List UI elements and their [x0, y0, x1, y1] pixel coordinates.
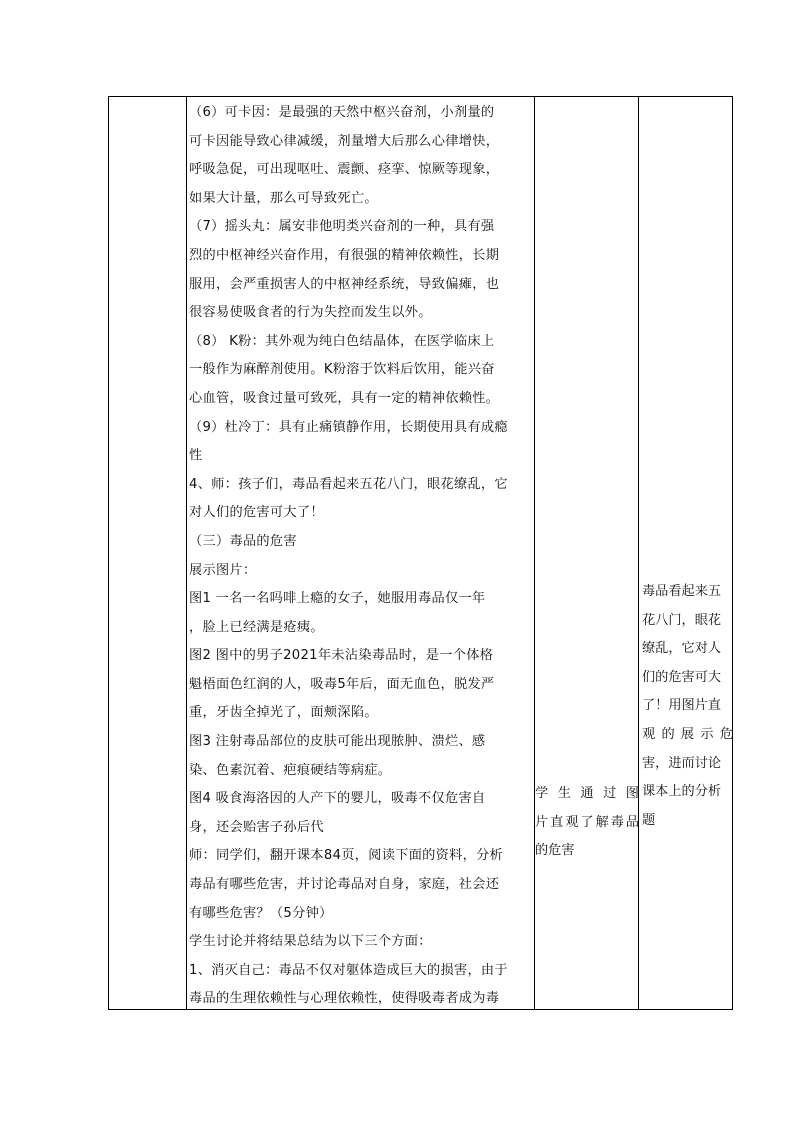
content-line: 服用，会严重损害人的中枢神经系统，导致偏瘫，也	[189, 276, 500, 292]
content-line: 毒品的生理依赖性与心理依赖性，使得吸毒者成为毒	[189, 991, 500, 1007]
content-line: （三）毒品的危害	[189, 533, 297, 549]
intent-line: 们的危害可大	[642, 669, 722, 685]
content-line: 师：同学们，翻开课本84页，阅读下面的资料，分析	[189, 848, 504, 864]
content-line: 很容易使吸食者的行为失控而发生以外。	[189, 305, 432, 321]
content-line: （6）可卡因：是最强的天然中枢兴奋剂，小剂量的	[189, 105, 495, 120]
content-line: 身，还会贻害子孙后代	[189, 819, 324, 835]
content-line: 图2 图中的男子2021年未沾染毒品时，是一个体格	[189, 648, 494, 664]
content-line: 心血管，吸食过量可致死，具有一定的精神依赖性。	[189, 390, 500, 406]
content-line: 染、色素沉着、疤痕硬结等病症。	[189, 762, 392, 778]
content-line: 毒品有哪些危害，并讨论毒品对自身，家庭，社会还	[189, 877, 500, 893]
content-line: 重，牙齿全掉光了，面颊深陷。	[189, 705, 378, 721]
content-line: 性	[189, 448, 203, 464]
student-line: 学生通过图	[535, 786, 639, 801]
content-line: 魁梧面色红润的人，吸毒5年后，面无血色，脱发严	[189, 676, 495, 692]
intent-line: 课本上的分析	[642, 784, 722, 800]
content-line: （7）摇头丸：属安非他明类兴奋剂的一种，具有强	[189, 219, 495, 235]
content-line: 可卡因能导致心律减缓，剂量增大后那么心律增快，	[189, 133, 500, 149]
content-line: 4、师：孩子们，毒品看起来五花八门，眼花缭乱，它	[189, 476, 508, 492]
column-divider	[638, 97, 639, 1009]
content-line: 一般作为麻醉剂使用。K粉溶于饮料后饮用，能兴奋	[189, 362, 495, 378]
student-line: 的危害	[535, 843, 575, 859]
intent-line: 了！用图片直	[642, 698, 722, 714]
student-activity-cell	[535, 780, 639, 866]
content-line: 图1 一名一名吗啡上瘾的女子，她服用毒品仅一年	[189, 591, 486, 607]
content-line: ，脸上已经满是疮痍。	[189, 619, 324, 635]
content-line: 如果大计量，那么可导致死亡。	[189, 190, 378, 206]
intent-line: 题	[642, 812, 656, 828]
content-line: 烈的中枢神经兴奋作用，有很强的精神依赖性，长期	[189, 247, 500, 263]
intent-line: 观的展示危	[642, 726, 733, 742]
intent-line: 花八门，眼花	[642, 612, 722, 628]
content-line: 1、消灭自己：毒品不仅对躯体造成巨大的损害，由于	[189, 962, 508, 978]
student-line: 片直观了解毒品	[535, 814, 639, 830]
content-line: 学生讨论并将结果总结为以下三个方面：	[189, 934, 432, 950]
teaching-content-cell	[187, 97, 535, 1014]
intent-line: 毒品看起来五	[642, 584, 722, 599]
intent-line: 害，进而讨论	[642, 755, 722, 771]
content-line: 有哪些危害？（5分钟）	[189, 905, 333, 921]
content-line: 图3 注射毒品部位的皮肤可能出现脓肿、溃烂、感	[189, 734, 486, 750]
content-line: 图4 吸食海洛因的人产下的婴儿，吸毒不仅危害自	[189, 791, 486, 807]
content-line: （8） K粉：其外观为纯白色结晶体，在医学临床上	[189, 333, 495, 349]
lesson-table	[108, 96, 733, 1010]
content-line: 对人们的危害可大了！	[189, 505, 324, 521]
content-line: （9）杜冷丁：具有止痛镇静作用，长期使用具有成瘾	[189, 419, 508, 435]
design-intent-cell	[639, 578, 733, 835]
content-line: 展示图片：	[189, 562, 257, 578]
content-line: 呼吸急促，可出现呕吐、震颤、痉挛、惊厥等现象，	[189, 162, 500, 178]
intent-line: 缭乱，它对人	[642, 641, 722, 657]
